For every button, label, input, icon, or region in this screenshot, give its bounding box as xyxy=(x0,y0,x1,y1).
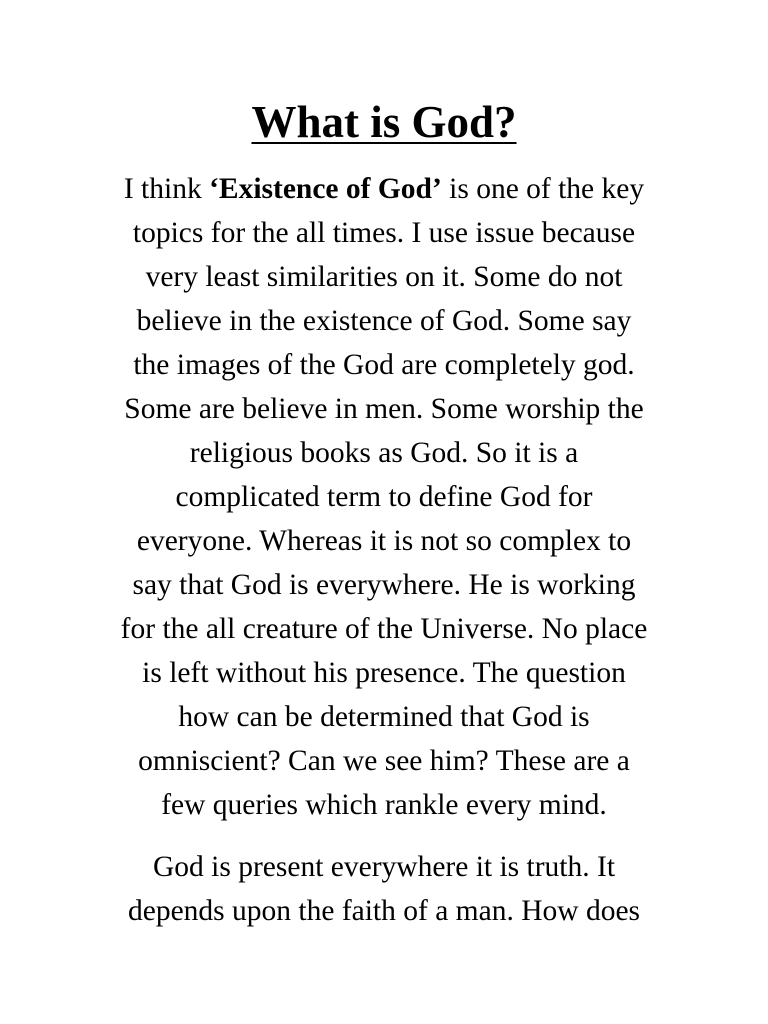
page-title: What is God? xyxy=(251,97,517,147)
paragraph-line: believe in the existence of God. Some say xyxy=(136,305,632,337)
emphasis-text: ‘Existence of God’ xyxy=(209,173,442,205)
paragraph-line xyxy=(0,167,768,211)
paragraph-line: is left without his presence. The question xyxy=(142,657,626,689)
paragraph-line: say that God is everywhere. He is working xyxy=(132,569,636,601)
paragraph-line: religious books as God. So it is a xyxy=(189,437,579,469)
paragraph-line: everyone. Whereas it is not so complex to xyxy=(136,525,632,557)
paragraph-line: Some are believe in men. Some worship the xyxy=(124,393,644,425)
paragraph-line: omniscient? Can we see him? These are a xyxy=(138,745,630,777)
paragraph-line: few queries which rankle every mind. xyxy=(161,789,607,821)
intro-text: I think xyxy=(123,173,210,205)
paragraph-line: God is present everywhere it is truth. It xyxy=(152,851,616,883)
paragraph-line: how can be determined that God is xyxy=(178,701,590,733)
paragraph-1 xyxy=(0,167,768,827)
paragraph-line: the images of the God are completely god. xyxy=(133,349,635,381)
paragraph-line: complicated term to define God for xyxy=(175,481,593,513)
paragraph-line: for the all creature of the Universe. No place xyxy=(120,613,648,645)
paragraph-line: topics for the all times. I use issue because xyxy=(132,217,636,249)
paragraph-2 xyxy=(0,845,768,933)
line-rest-text: is one of the key xyxy=(441,173,645,205)
paragraph-line: very least similarities on it. Some do not xyxy=(145,261,623,293)
paragraph-line: depends upon the faith of a man. How does xyxy=(127,895,641,927)
